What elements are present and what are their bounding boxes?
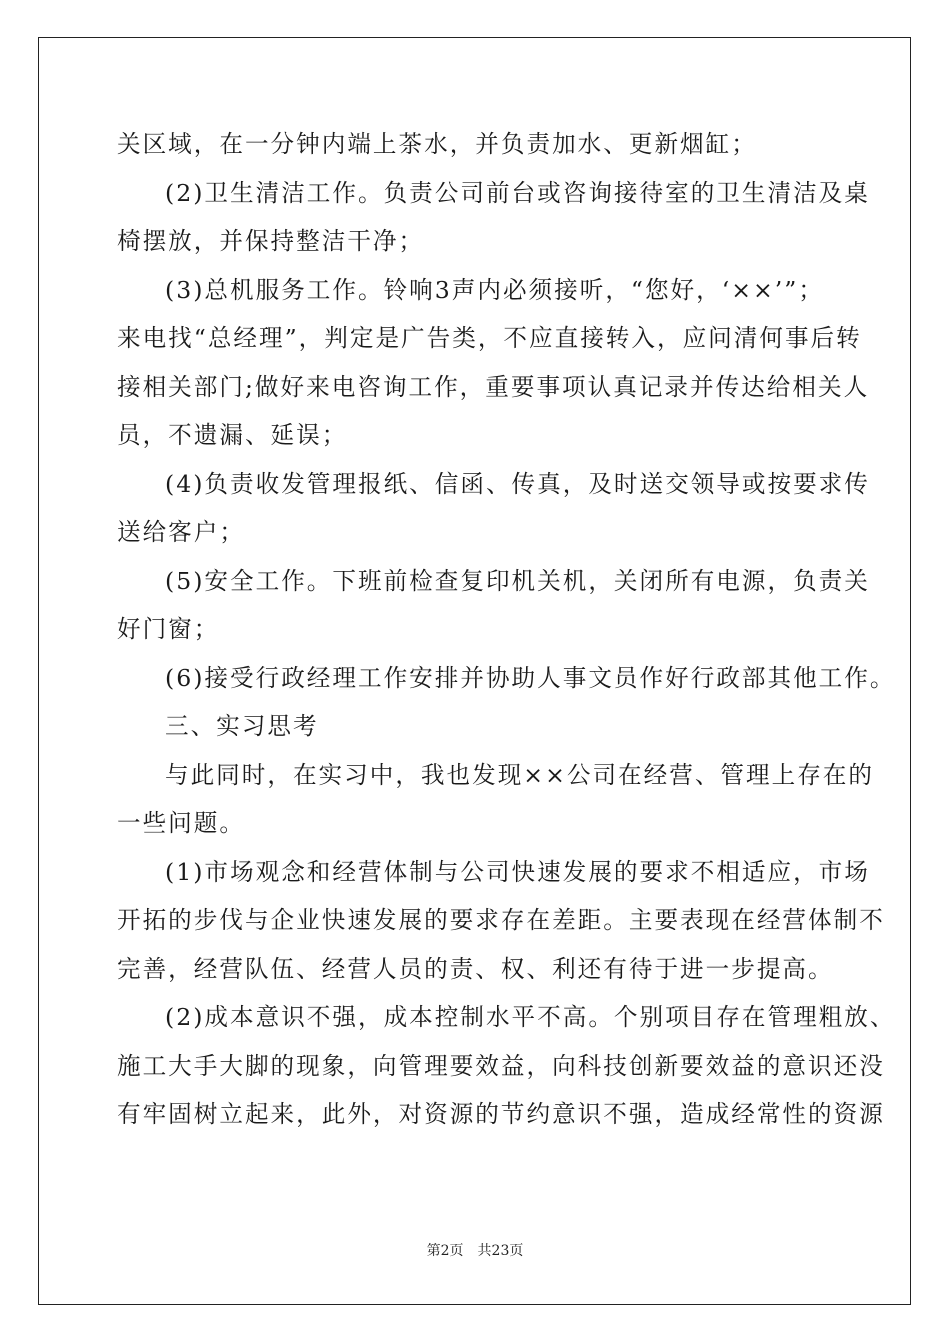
current-page-label: 第2页: [426, 1243, 464, 1259]
text-line-6: 接相关部门;做好来电咨询工作，重要事项认真记录并传达给相关人: [117, 372, 870, 401]
text-line-1: 关区域，在一分钟内端上茶水，并负责加水、更新烟缸；: [117, 130, 757, 158]
text-line-7: 员，不遗漏、延误；: [117, 421, 348, 449]
text-line-15: 一些问题。: [117, 809, 245, 837]
total-pages-label: 共23页: [477, 1243, 524, 1259]
text-line-17: 开拓的步伐与企业快速发展的要求存在差距。主要表现在经营体制不: [117, 906, 885, 934]
text-line-3: 椅摆放，并保持整洁干净；: [117, 227, 425, 255]
text-line-10: (5)安全工作。下班前检查复印机关机，关闭所有电源，负责关: [165, 566, 870, 595]
text-line-18: 完善，经营队伍、经营人员的责、权、利还有待于进一步提高。: [117, 954, 834, 983]
text-line-20: 施工大手大脚的现象，向管理要效益，向科技创新要效益的意识还没: [117, 1051, 885, 1080]
document-body: [117, 120, 896, 1139]
text-line-21: 有牢固树立起来，此外，对资源的节约意识不强，造成经常性的资源: [117, 1100, 885, 1128]
text-line-14: 与此同时，在实习中，我也发现××公司在经营、管理上存在的: [165, 760, 874, 789]
text-line-12: (6)接受行政经理工作安排并协助人事文员作好行政部其他工作。: [165, 663, 896, 692]
text-line-4: (3)总机服务工作。铃响3声内必须接听，“您好，‘××’”；: [165, 275, 824, 304]
text-line-2: (2)卫生清洁工作。负责公司前台或咨询接待室的卫生清洁及桌: [165, 178, 870, 207]
text-line-5: 来电找“总经理”，判定是广告类，不应直接转入，应问清何事后转: [117, 324, 862, 352]
text-line-16: (1)市场观念和经营体制与公司快速发展的要求不相适应，市场: [165, 857, 870, 886]
text-line-8: (4)负责收发管理报纸、信函、传真，及时送交领导或按要求传: [165, 469, 870, 498]
section-heading: 三、实习思考: [165, 712, 319, 740]
text-line-9: 送给客户；: [117, 518, 245, 546]
page-footer: [0, 1240, 950, 1260]
text-line-11: 好门窗；: [117, 615, 220, 643]
text-line-19: (2)成本意识不强，成本控制水平不高。个别项目存在管理粗放、: [165, 1003, 896, 1031]
